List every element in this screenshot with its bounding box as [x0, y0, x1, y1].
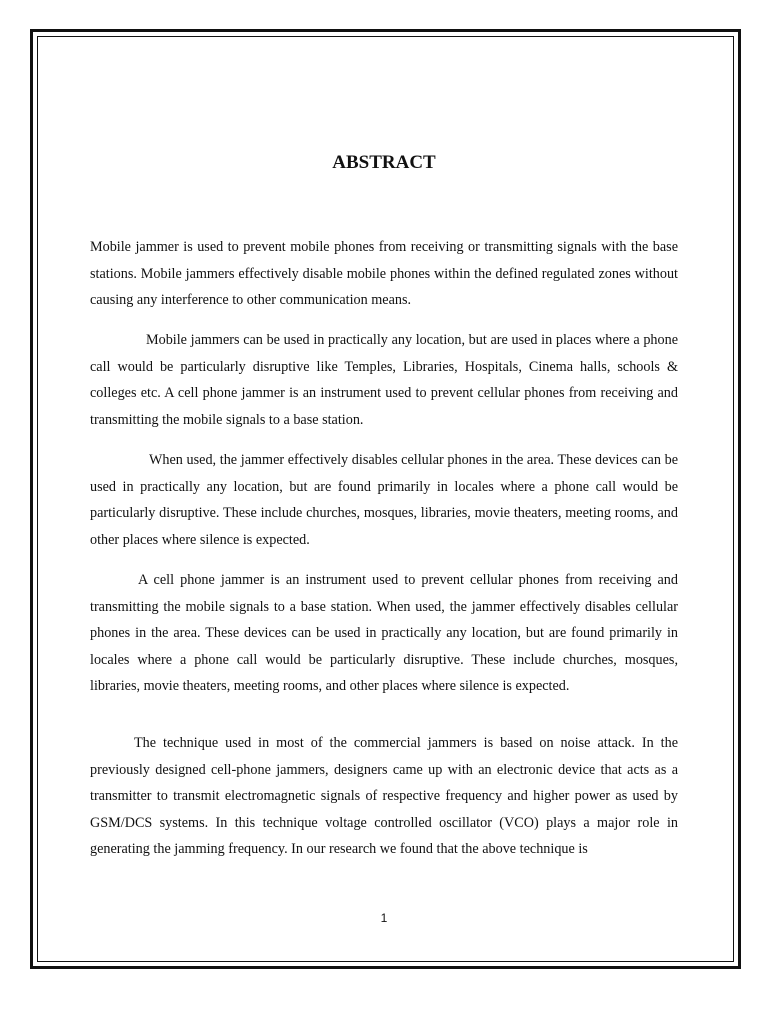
- page-title: ABSTRACT: [332, 152, 436, 173]
- paragraph-3: When used, the jammer effectively disables cellular phones in the area. These devices can be used in practically any location, but are found primarily in locales where a phone call would be particularly disruptive. These include churches, mosques, libraries, movie theaters, meeting rooms, and other places where silence is expected.: [90, 452, 678, 548]
- page-number: 1: [380, 911, 388, 925]
- paragraph-1: Mobile jammer is used to prevent mobile phones from receiving or transmitting signals with the base stations. Mobile jammers effectively disable mobile phones within the defined regulated zones without causing any interference to other communication means.: [90, 239, 678, 308]
- paragraph-2: Mobile jammers can be used in practically any location, but are used in places where a phone call would be particularly disruptive like Temples, Libraries, Hospitals, Cinema halls, schools & colleges etc. A cell phone jammer is an instrument used to prevent cellular phones from receiving and transmitting the mobile signals to a base station.: [90, 332, 678, 428]
- paragraph-5: The technique used in most of the commercial jammers is based on noise attack. In the previously designed cell-phone jammers, designers came up with an electronic device that acts as a transmitter to transmit electromagnetic signals of respective frequency and higher power as used by GSM/DCS systems. In this technique voltage controlled oscillator (VCO) plays a major role in generating the jamming frequency. In our research we found that the above technique is: [90, 735, 678, 857]
- paragraph-4: A cell phone jammer is an instrument used to prevent cellular phones from receiving and transmitting the mobile signals to a base station. When used, the jammer effectively disables cellular phones in the area. These devices can be used in practically any location, but are found primarily in locales where a phone call would be particularly disruptive. These include churches, mosques, libraries, movie theaters, meeting rooms, and other places where silence is expected.: [90, 572, 678, 694]
